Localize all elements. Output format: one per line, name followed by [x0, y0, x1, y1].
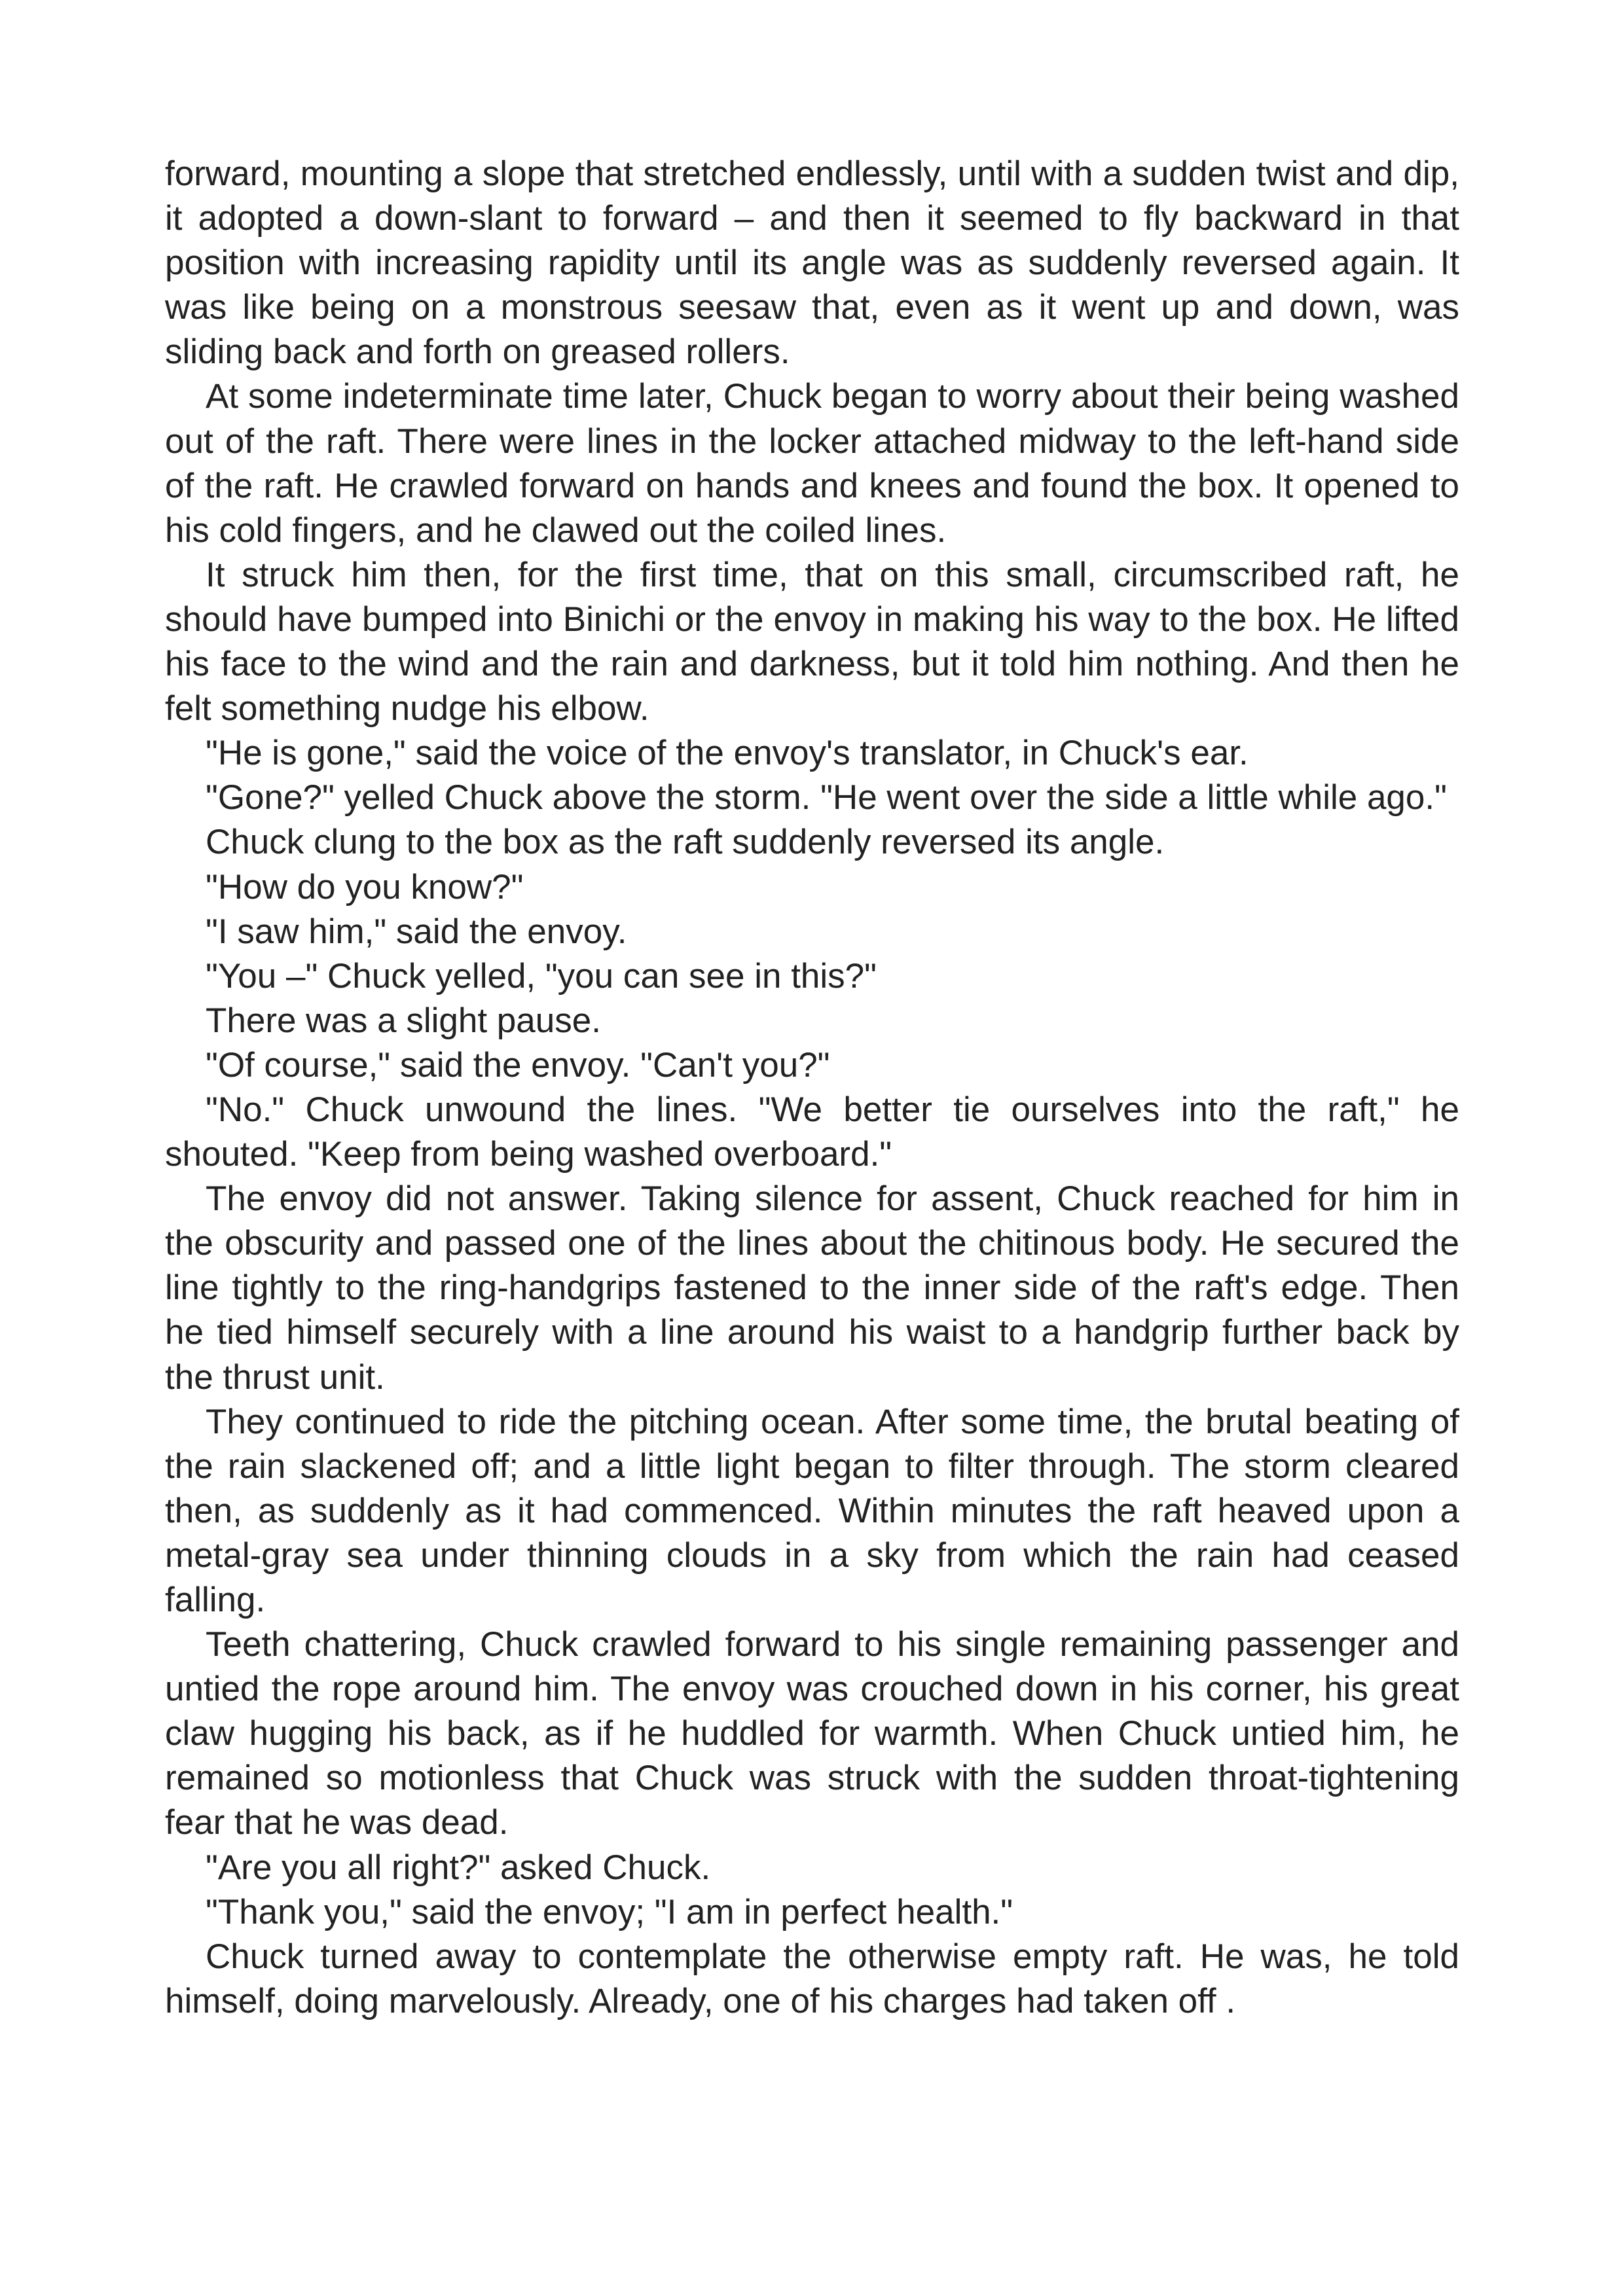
paragraph-5: "Gone?" yelled Chuck above the storm. "He went over the side a little while ago." [206, 778, 1447, 817]
paragraph-13: The envoy did not answer. Taking silence for assent, Chuck reached for him in the obscurity and passed one of the lines about the chitinous body. He secured the line tightly to the ring-handgrips fastened to the inner side of the raft's edge. Then he tied himself securely with a line around his waist to a handgrip further back by the thrust unit. [165, 1179, 1459, 1397]
paragraph-18: Chuck turned away to contemplate the otherwise empty raft. He was, he told himself, doing marvelously. Already, one of his charges had taken off . [165, 1937, 1459, 2020]
paragraph-3: It struck him then, for the first time, that on this small, circumscribed raft, he should have bumped into Binichi or the envoy in making his way to the box. He lifted his face to the wind and the rain and darkness, but it told him nothing. And then he felt something nudge his elbow. [165, 555, 1459, 728]
paragraph-16: "Are you all right?" asked Chuck. [206, 1848, 711, 1887]
paragraph-9: "You –" Chuck yelled, "you can see in this?" [206, 956, 877, 996]
paragraph-10: There was a slight pause. [206, 1001, 601, 1040]
page-body [165, 152, 1459, 2024]
paragraph-11: "Of course," said the envoy. "Can't you?" [206, 1045, 830, 1085]
paragraph-8: "I saw him," said the envoy. [206, 912, 627, 951]
paragraph-17: "Thank you," said the envoy; "I am in perfect health." [206, 1892, 1013, 1931]
paragraph-6: Chuck clung to the box as the raft suddenly reversed its angle. [206, 823, 1165, 862]
paragraph-15: Teeth chattering, Chuck crawled forward to his single remaining passenger and untied the rope around him. The envoy was crouched down in his corner, his great claw hugging his back, as if he huddled for warmth. When Chuck untied him, he remained so motionless that Chuck was struck with the sudden throat-tightening fear that he was dead. [165, 1625, 1459, 1842]
paragraph-12: "No." Chuck unwound the lines. "We better tie ourselves into the raft," he shouted. "Keep from being washed overboard." [165, 1090, 1459, 1174]
paragraph-2: At some indeterminate time later, Chuck began to worry about their being washed out of the raft. There were lines in the locker attached midway to the left-hand side of the raft. He crawled forward on hands and knees and found the box. It opened to his cold fingers, and he clawed out the coiled lines. [165, 377, 1459, 550]
paragraph-14: They continued to ride the pitching ocean. After some time, the brutal beating of the rain slackened off; and a little light began to filter through. The storm cleared then, as suddenly as it had commenced. Within minutes the raft heaved upon a metal-gray sea under thinning clouds in a sky from which the rain had ceased falling. [165, 1402, 1459, 1619]
paragraph-7: "How do you know?" [206, 867, 524, 906]
paragraph-4: "He is gone," said the voice of the envoy's translator, in Chuck's ear. [206, 734, 1249, 773]
paragraph-1: forward, mounting a slope that stretched endlessly, until with a sudden twist and dip, it adopted a down-slant to forward – and then it seemed to fly backward in that position with increasing rapidity until its angle was as suddenly reversed again. It was like being on a monstrous seesaw that, even as it went up and down, was sliding back and forth on greased rollers. [165, 154, 1459, 372]
